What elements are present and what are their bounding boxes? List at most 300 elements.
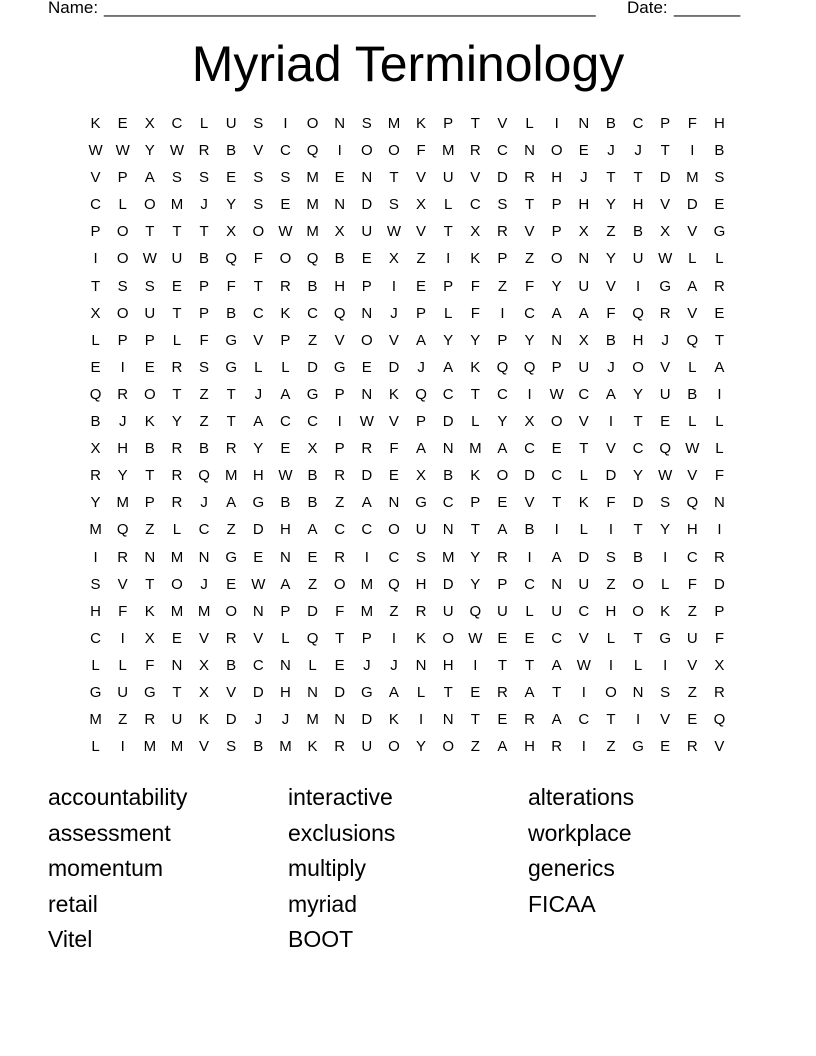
grid-cell[interactable]: O [388,521,400,539]
grid-cell[interactable]: K [90,115,101,132]
grid-cell[interactable]: T [443,223,453,241]
date-field[interactable]: _______ [674,0,741,17]
grid-cell[interactable]: H [686,521,698,539]
grid-cell[interactable]: Z [416,250,426,268]
grid-cell[interactable]: Q [306,629,319,647]
grid-cell[interactable]: T [226,413,236,431]
grid-cell[interactable]: G [659,629,672,647]
grid-cell[interactable]: L [688,250,697,268]
grid-cell[interactable]: A [497,440,508,458]
grid-cell[interactable]: N [442,711,454,729]
grid-cell[interactable]: R [686,738,698,756]
grid-cell[interactable]: V [714,738,725,756]
grid-cell[interactable]: O [143,196,156,214]
grid-cell[interactable]: H [551,169,563,187]
grid-cell[interactable]: R [551,738,563,756]
grid-cell[interactable]: C [252,304,264,322]
grid-cell[interactable]: R [714,683,725,701]
grid-cell[interactable]: Z [606,738,616,756]
grid-cell[interactable]: C [334,521,346,539]
grid-cell[interactable]: W [386,223,402,241]
grid-cell[interactable]: P [551,196,562,214]
grid-cell[interactable]: I [663,548,668,566]
grid-cell[interactable]: Y [470,548,481,566]
grid-cell[interactable]: M [170,196,184,214]
grid-cell[interactable]: A [551,548,562,566]
grid-cell[interactable]: B [307,277,318,295]
grid-cell[interactable]: W [658,467,673,485]
grid-cell[interactable]: T [172,223,182,241]
grid-cell[interactable]: I [635,277,641,295]
grid-cell[interactable]: A [361,494,372,512]
grid-cell[interactable]: V [226,683,237,701]
grid-cell[interactable]: F [145,656,155,674]
grid-cell[interactable]: D [361,467,373,485]
grid-cell[interactable]: A [551,304,562,322]
grid-cell[interactable]: W [278,467,293,485]
grid-cell[interactable]: B [280,494,291,512]
grid-cell[interactable]: D [497,169,508,187]
grid-cell[interactable]: P [90,223,101,241]
grid-cell[interactable]: F [687,115,697,132]
grid-cell[interactable]: B [605,331,616,349]
grid-cell[interactable]: U [578,358,590,376]
grid-cell[interactable]: P [470,494,481,512]
grid-cell[interactable]: L [118,196,127,214]
grid-cell[interactable]: D [225,711,237,729]
grid-cell[interactable]: P [497,575,508,593]
grid-cell[interactable]: W [278,223,293,241]
grid-cell[interactable]: L [579,467,588,485]
grid-cell[interactable]: A [497,521,508,539]
grid-cell[interactable]: N [252,602,264,620]
grid-cell[interactable]: S [199,358,210,376]
grid-cell[interactable]: L [91,656,100,674]
grid-cell[interactable]: P [660,115,671,132]
grid-cell[interactable]: L [281,358,290,376]
grid-cell[interactable]: M [387,115,401,132]
grid-cell[interactable]: I [663,656,668,674]
grid-cell[interactable]: U [497,602,508,620]
grid-cell[interactable]: F [714,467,725,485]
grid-cell[interactable]: O [388,142,400,160]
grid-cell[interactable]: A [443,358,454,376]
grid-cell[interactable]: E [253,548,264,566]
grid-cell[interactable]: M [441,548,455,566]
grid-cell[interactable]: Z [606,223,616,241]
grid-cell[interactable]: X [226,223,237,241]
grid-cell[interactable]: P [334,385,345,403]
grid-cell[interactable]: R [225,440,237,458]
grid-cell[interactable]: S [171,169,182,187]
grid-cell[interactable]: W [115,142,130,160]
grid-cell[interactable]: H [280,683,291,701]
grid-cell[interactable]: L [91,738,100,756]
grid-cell[interactable]: C [632,440,644,458]
grid-cell[interactable]: T [470,521,480,539]
grid-cell[interactable]: T [606,711,616,729]
grid-cell[interactable]: D [714,575,725,593]
grid-cell[interactable]: A [144,169,155,187]
grid-cell[interactable]: R [714,548,725,566]
grid-cell[interactable]: E [470,683,481,701]
grid-cell[interactable]: O [605,683,617,701]
grid-cell[interactable]: G [360,683,373,701]
grid-cell[interactable]: T [470,711,480,729]
grid-cell[interactable]: Y [633,385,644,403]
grid-cell[interactable]: W [251,575,266,593]
grid-cell[interactable]: T [552,683,562,701]
grid-cell[interactable]: Q [713,711,726,729]
grid-cell[interactable]: Q [632,304,644,322]
grid-cell[interactable]: M [170,738,184,756]
grid-cell[interactable]: C [307,413,318,431]
grid-cell[interactable]: H [605,602,617,620]
grid-cell[interactable]: W [658,250,673,268]
grid-cell[interactable]: I [690,142,695,160]
grid-cell[interactable]: G [333,358,346,376]
grid-cell[interactable]: N [361,169,373,187]
grid-cell[interactable]: V [199,629,210,647]
grid-cell[interactable]: O [333,575,346,593]
grid-cell[interactable]: M [306,169,319,187]
grid-cell[interactable]: P [551,358,562,376]
grid-cell[interactable]: T [660,142,670,160]
grid-cell[interactable]: X [416,467,427,485]
grid-cell[interactable]: G [225,548,238,566]
grid-cell[interactable]: X [199,683,210,701]
grid-cell[interactable]: Y [443,331,454,349]
grid-cell[interactable]: I [93,548,98,566]
grid-cell[interactable]: I [608,521,614,539]
grid-cell[interactable]: A [524,683,535,701]
grid-cell[interactable]: I [527,385,532,403]
grid-cell[interactable]: J [363,656,371,674]
grid-cell[interactable]: C [280,413,291,431]
grid-cell[interactable]: E [144,358,155,376]
grid-cell[interactable]: M [89,521,102,539]
grid-cell[interactable]: G [415,494,427,512]
grid-cell[interactable]: K [280,304,291,322]
grid-cell[interactable]: K [470,467,481,485]
grid-cell[interactable]: A [551,711,562,729]
grid-cell[interactable]: E [361,250,372,268]
grid-cell[interactable]: L [661,575,670,593]
grid-cell[interactable]: G [252,494,265,512]
grid-cell[interactable]: A [605,385,616,403]
grid-cell[interactable]: A [551,656,562,674]
grid-cell[interactable]: N [578,115,590,132]
grid-cell[interactable]: Q [659,440,672,458]
grid-cell[interactable]: D [361,711,373,729]
grid-cell[interactable]: E [361,358,372,376]
grid-cell[interactable]: E [524,629,535,647]
grid-cell[interactable]: N [714,494,725,512]
grid-cell[interactable]: O [171,575,183,593]
grid-cell[interactable]: V [388,413,399,431]
grid-cell[interactable]: E [226,575,237,593]
grid-cell[interactable]: S [117,277,128,295]
grid-cell[interactable]: C [252,656,264,674]
grid-cell[interactable]: J [607,142,615,160]
grid-cell[interactable]: X [578,331,589,349]
grid-cell[interactable]: W [142,250,157,268]
grid-cell[interactable]: C [307,304,318,322]
grid-cell[interactable]: I [500,304,505,322]
grid-cell[interactable]: O [550,413,563,431]
grid-cell[interactable]: K [470,250,481,268]
grid-cell[interactable]: I [93,250,98,268]
grid-cell[interactable]: F [335,602,345,620]
grid-cell[interactable]: D [388,358,400,376]
grid-cell[interactable]: I [120,358,125,376]
grid-cell[interactable]: T [199,223,209,241]
grid-cell[interactable]: B [226,304,237,322]
grid-cell[interactable]: Z [687,602,697,620]
grid-cell[interactable]: L [525,115,534,132]
grid-cell[interactable]: T [524,196,535,214]
grid-cell[interactable]: I [391,629,397,647]
grid-cell[interactable]: Z [389,602,399,620]
grid-cell[interactable]: E [497,494,508,512]
grid-cell[interactable]: V [687,304,698,322]
grid-cell[interactable]: H [578,196,590,214]
grid-cell[interactable]: Y [605,250,616,268]
grid-cell[interactable]: B [524,521,535,539]
grid-cell[interactable]: H [90,602,101,620]
grid-cell[interactable]: H [632,196,644,214]
grid-cell[interactable]: N [144,548,156,566]
grid-cell[interactable]: Z [497,277,508,295]
grid-cell[interactable]: P [334,440,345,458]
grid-cell[interactable]: N [198,548,210,566]
grid-cell[interactable]: V [687,656,698,674]
grid-cell[interactable]: E [334,656,345,674]
name-field[interactable]: ____________________________________________________ [104,0,596,17]
grid-cell[interactable]: V [416,169,427,187]
grid-cell[interactable]: R [497,223,508,241]
grid-cell[interactable]: V [578,413,589,431]
grid-cell[interactable]: P [416,413,427,431]
grid-cell[interactable]: C [551,629,563,647]
grid-cell[interactable]: C [280,142,291,160]
grid-cell[interactable]: U [117,683,129,701]
grid-cell[interactable]: X [388,250,399,268]
grid-cell[interactable]: A [307,521,318,539]
grid-cell[interactable]: T [145,467,155,485]
grid-cell[interactable]: T [443,683,453,701]
grid-cell[interactable]: I [717,521,722,539]
grid-cell[interactable]: C [578,602,590,620]
grid-cell[interactable]: Q [198,467,210,485]
grid-cell[interactable]: P [199,277,210,295]
grid-cell[interactable]: V [199,738,210,756]
grid-cell[interactable]: G [143,683,156,701]
grid-cell[interactable]: V [687,223,698,241]
grid-cell[interactable]: J [200,196,208,214]
grid-cell[interactable]: E [280,196,291,214]
grid-cell[interactable]: C [497,385,508,403]
grid-cell[interactable]: F [470,277,480,295]
grid-cell[interactable]: U [686,629,698,647]
grid-cell[interactable]: R [361,440,373,458]
grid-cell[interactable]: Y [551,277,562,295]
grid-cell[interactable]: R [280,277,291,295]
grid-cell[interactable]: P [497,250,508,268]
grid-cell[interactable]: G [306,385,319,403]
grid-cell[interactable]: I [527,548,532,566]
grid-cell[interactable]: V [605,440,616,458]
grid-cell[interactable]: N [361,304,373,322]
grid-cell[interactable]: E [171,277,182,295]
grid-cell[interactable]: F [253,250,263,268]
grid-cell[interactable]: Y [416,738,427,756]
grid-cell[interactable]: A [497,738,508,756]
grid-cell[interactable]: K [307,738,318,756]
grid-cell[interactable]: E [497,629,508,647]
grid-cell[interactable]: A [578,304,589,322]
grid-cell[interactable]: S [253,196,264,214]
grid-cell[interactable]: F [226,277,236,295]
grid-cell[interactable]: F [118,602,128,620]
grid-cell[interactable]: P [117,331,128,349]
grid-cell[interactable]: O [442,738,455,756]
grid-cell[interactable]: V [660,358,671,376]
grid-cell[interactable]: D [686,196,698,214]
grid-cell[interactable]: K [660,602,671,620]
grid-cell[interactable]: W [549,385,564,403]
grid-cell[interactable]: L [525,602,534,620]
grid-cell[interactable]: T [633,521,643,539]
grid-cell[interactable]: S [660,683,671,701]
grid-cell[interactable]: L [281,629,290,647]
grid-cell[interactable]: E [171,629,182,647]
grid-cell[interactable]: V [497,115,508,132]
grid-cell[interactable]: U [659,385,671,403]
grid-cell[interactable]: O [116,304,129,322]
grid-cell[interactable]: T [145,223,155,241]
grid-cell[interactable]: T [524,656,535,674]
grid-cell[interactable]: Y [226,196,237,214]
grid-cell[interactable]: H [632,331,644,349]
grid-cell[interactable]: E [687,711,698,729]
grid-cell[interactable]: N [280,656,291,674]
grid-cell[interactable]: O [632,575,644,593]
grid-cell[interactable]: Z [606,575,616,593]
grid-cell[interactable]: K [416,115,427,132]
grid-cell[interactable]: B [443,467,454,485]
grid-cell[interactable]: L [172,521,182,539]
grid-cell[interactable]: N [334,196,346,214]
grid-cell[interactable]: B [605,115,616,132]
grid-cell[interactable]: O [360,331,373,349]
grid-cell[interactable]: T [497,656,508,674]
grid-cell[interactable]: N [551,575,563,593]
grid-cell[interactable]: I [418,711,424,729]
grid-cell[interactable]: I [337,142,342,160]
grid-cell[interactable]: Q [116,521,129,539]
grid-cell[interactable]: J [417,358,425,376]
grid-cell[interactable]: Q [469,602,482,620]
grid-cell[interactable]: H [252,467,264,485]
grid-cell[interactable]: N [551,331,563,349]
grid-cell[interactable]: J [607,358,615,376]
grid-cell[interactable]: O [360,142,373,160]
grid-cell[interactable]: D [307,358,318,376]
grid-cell[interactable]: U [171,711,183,729]
grid-cell[interactable]: Y [660,521,671,539]
grid-cell[interactable]: C [361,521,373,539]
grid-cell[interactable]: E [578,142,589,160]
grid-cell[interactable]: O [550,142,563,160]
grid-cell[interactable]: L [633,656,643,674]
grid-cell[interactable]: U [361,738,373,756]
grid-cell[interactable]: K [470,358,481,376]
grid-cell[interactable]: A [416,440,427,458]
grid-cell[interactable]: C [632,115,644,132]
grid-cell[interactable]: R [497,683,508,701]
grid-cell[interactable]: E [226,169,237,187]
grid-cell[interactable]: O [442,629,455,647]
grid-cell[interactable]: I [473,656,478,674]
grid-cell[interactable]: M [306,711,319,729]
grid-cell[interactable]: T [335,629,345,647]
grid-cell[interactable]: J [200,575,208,593]
grid-cell[interactable]: D [361,196,373,214]
grid-cell[interactable]: I [581,738,586,756]
grid-cell[interactable]: Y [470,331,481,349]
grid-cell[interactable]: I [554,115,559,132]
grid-cell[interactable]: R [171,494,183,512]
grid-cell[interactable]: L [715,440,724,458]
grid-cell[interactable]: G [225,358,238,376]
grid-cell[interactable]: L [199,115,209,132]
grid-cell[interactable]: J [580,169,588,187]
grid-cell[interactable]: A [280,385,291,403]
grid-cell[interactable]: R [117,385,129,403]
grid-cell[interactable]: Y [470,575,481,593]
grid-cell[interactable]: K [144,413,155,431]
grid-cell[interactable]: Y [524,331,535,349]
grid-cell[interactable]: J [390,656,398,674]
grid-cell[interactable]: L [91,331,100,349]
grid-cell[interactable]: D [659,169,671,187]
grid-cell[interactable]: R [524,169,535,187]
grid-cell[interactable]: E [714,304,725,322]
grid-cell[interactable]: M [224,467,238,485]
grid-cell[interactable]: F [416,142,426,160]
grid-cell[interactable]: H [117,440,129,458]
grid-cell[interactable]: R [117,548,129,566]
grid-cell[interactable]: S [388,196,399,214]
grid-cell[interactable]: M [197,602,211,620]
grid-cell[interactable]: N [442,440,454,458]
grid-cell[interactable]: E [660,413,671,431]
grid-cell[interactable]: T [253,277,263,295]
grid-cell[interactable]: J [254,711,263,729]
grid-cell[interactable]: M [441,142,455,160]
grid-cell[interactable]: P [416,304,427,322]
grid-cell[interactable]: P [199,304,210,322]
grid-cell[interactable]: S [280,169,291,187]
grid-cell[interactable]: X [90,440,101,458]
grid-cell[interactable]: R [198,142,210,160]
grid-cell[interactable]: Q [686,331,699,349]
grid-cell[interactable]: R [469,142,481,160]
grid-cell[interactable]: O [252,223,265,241]
grid-cell[interactable]: K [578,494,589,512]
grid-cell[interactable]: B [90,413,101,431]
